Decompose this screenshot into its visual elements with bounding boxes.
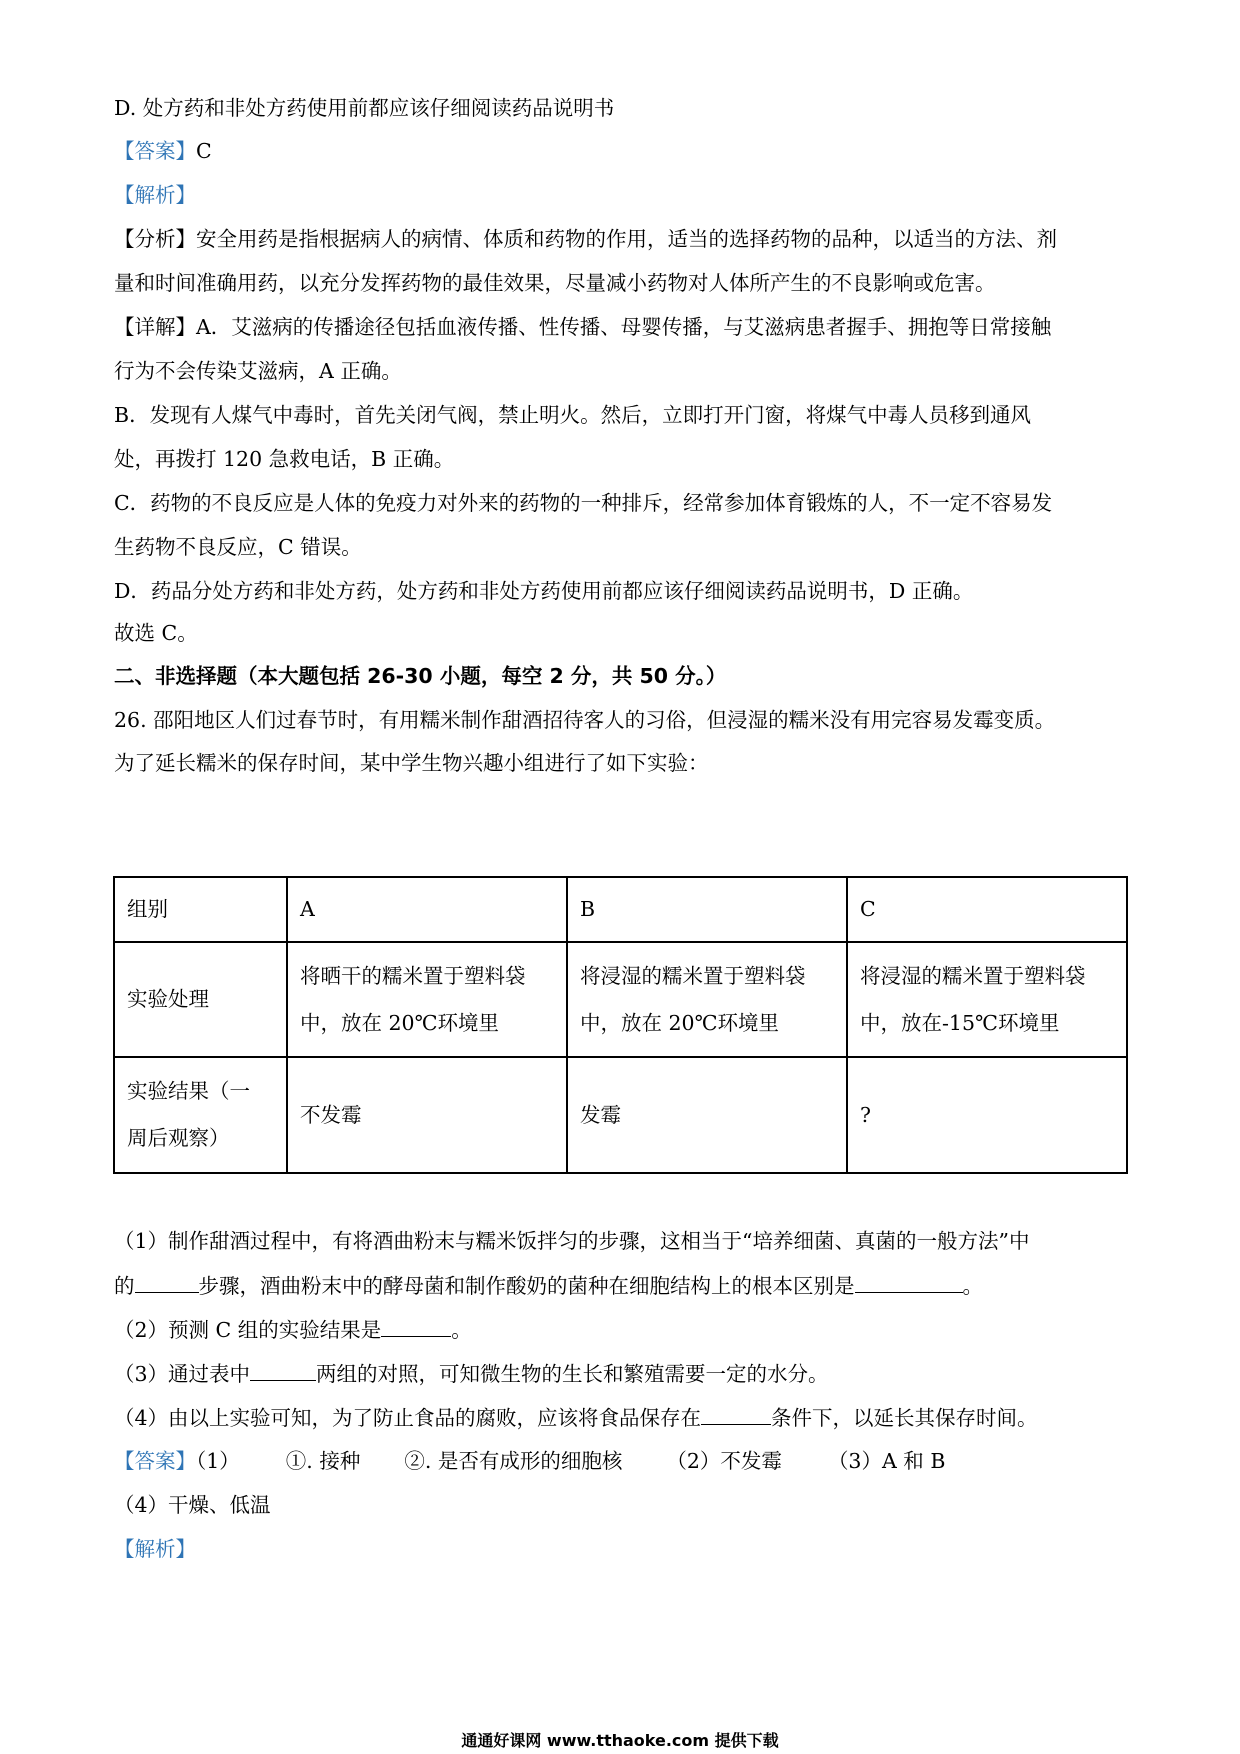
explain-c-1: C．药物的不良反应是人体的免疫力对外来的药物的一种排斥，经常参加体育锻炼的人，不一定不容易发 [114,491,1053,515]
row-label: 实验处理 [114,942,287,1057]
answer-value: C [196,139,212,163]
xiangjie-tag: 【详解】 [114,315,196,339]
header-cell: B [567,877,847,942]
section-heading: 二、非选择题（本大题包括 26-30 小题，每空 2 分，共 50 分。） [114,664,727,688]
answer-blank[interactable] [250,1358,316,1381]
question-3: （3）通过表中 两组的对照，可知微生物的生长和繁殖需要一定的水分。 [114,1358,829,1389]
header-cell: A [287,877,567,942]
fenxi-line-2: 量和时间准确用药，以充分发挥药物的最佳效果，尽量减小药物对人体所产生的不良影响或危害。 [114,271,996,295]
experiment-table [113,876,1128,1174]
explain-b-2: 处，再拨打 120 急救电话，B 正确。 [114,447,455,471]
answer-blank[interactable] [855,1270,963,1293]
xiangjie-text: A．艾滋病的传播途径包括血液传播、性传播、母婴传播，与艾滋病患者握手、拥抱等日常接触 [196,315,1052,339]
header-cell: C [847,877,1127,942]
q26-line-2: 为了延长糯米的保存时间，某中学生物兴趣小组进行了如下实验： [114,751,709,775]
conclusion: 故选 C。 [114,621,198,645]
question-1-line-2: 的 步骤，酒曲粉末中的酵母菌和制作酸奶的菌种在细胞结构上的根本区别是 。 [114,1270,983,1301]
explain-b-1: B．发现有人煤气中毒时，首先关闭气阀，禁止明火。然后，立即打开门窗，将煤气中毒人员移到通风 [114,403,1032,427]
question-2: （2）预测 C 组的实验结果是 。 [114,1314,472,1345]
explain-c-2: 生药物不良反应，C 错误。 [114,535,362,559]
table-cell: 将浸湿的糯米置于塑料袋 中，放在-15℃环境里 [847,942,1127,1057]
question-1-line-1: （1）制作甜酒过程中，有将酒曲粉末与糯米饭拌匀的步骤，这相当于“培养细菌、真菌的一般方法”中 [114,1229,1030,1253]
analysis-tag: 【解析】 [114,183,196,207]
table-row [114,1057,1127,1173]
table-cell: 不发霉 [287,1057,567,1173]
table-row [114,942,1127,1057]
xiangjie-line-1 [114,312,1051,342]
option-d: D. 处方药和非处方药使用前都应该仔细阅读药品说明书 [114,96,615,120]
answer-blank[interactable] [135,1270,199,1293]
answer-blank[interactable] [701,1402,771,1425]
fenxi-tag: 【分析】 [114,227,196,251]
answer-tag: 【答案】 [114,139,196,163]
table-cell: ? [847,1057,1127,1173]
explain-d: D．药品分处方药和非处方药，处方药和非处方药使用前都应该仔细阅读药品说明书，D 正确。 [114,579,974,603]
analysis-tag: 【解析】 [114,1537,196,1561]
answer-line-2: 【答案】（1） ①. 接种 ②. 是否有成形的细胞核 （2）不发霉 （3）A 和 B [114,1449,946,1473]
header-cell: 组别 [114,877,287,942]
answer-blank[interactable] [381,1314,451,1337]
footer-watermark: 通通好课网 www.tthaoke.com 提供下载 [461,1731,779,1750]
q26-line-1: 26. 邵阳地区人们过春节时，有用糯米制作甜酒招待客人的习俗，但浸湿的糯米没有用完容易发霉变质。 [114,708,1056,732]
answer-line-3: （4）干燥、低温 [114,1493,271,1517]
table-cell: 发霉 [567,1057,847,1173]
fenxi-line-1 [114,224,1057,254]
answer-line-1 [114,136,212,166]
row-label: 实验结果（一 周后观察） [114,1057,287,1173]
table-header-row [114,877,1127,942]
fenxi-text: 安全用药是指根据病人的病情、体质和药物的作用，适当的选择药物的品种，以适当的方法、剂 [196,227,1057,251]
table-cell: 将晒干的糯米置于塑料袋 中，放在 20℃环境里 [287,942,567,1057]
answer-tag: 【答案】 [114,1449,196,1473]
xiangjie-line-2: 行为不会传染艾滋病，A 正确。 [114,359,402,383]
question-4: （4）由以上实验可知，为了防止食品的腐败，应该将食品保存在 条件下，以延长其保存时间。 [114,1402,1038,1433]
table-cell: 将浸湿的糯米置于塑料袋 中，放在 20℃环境里 [567,942,847,1057]
